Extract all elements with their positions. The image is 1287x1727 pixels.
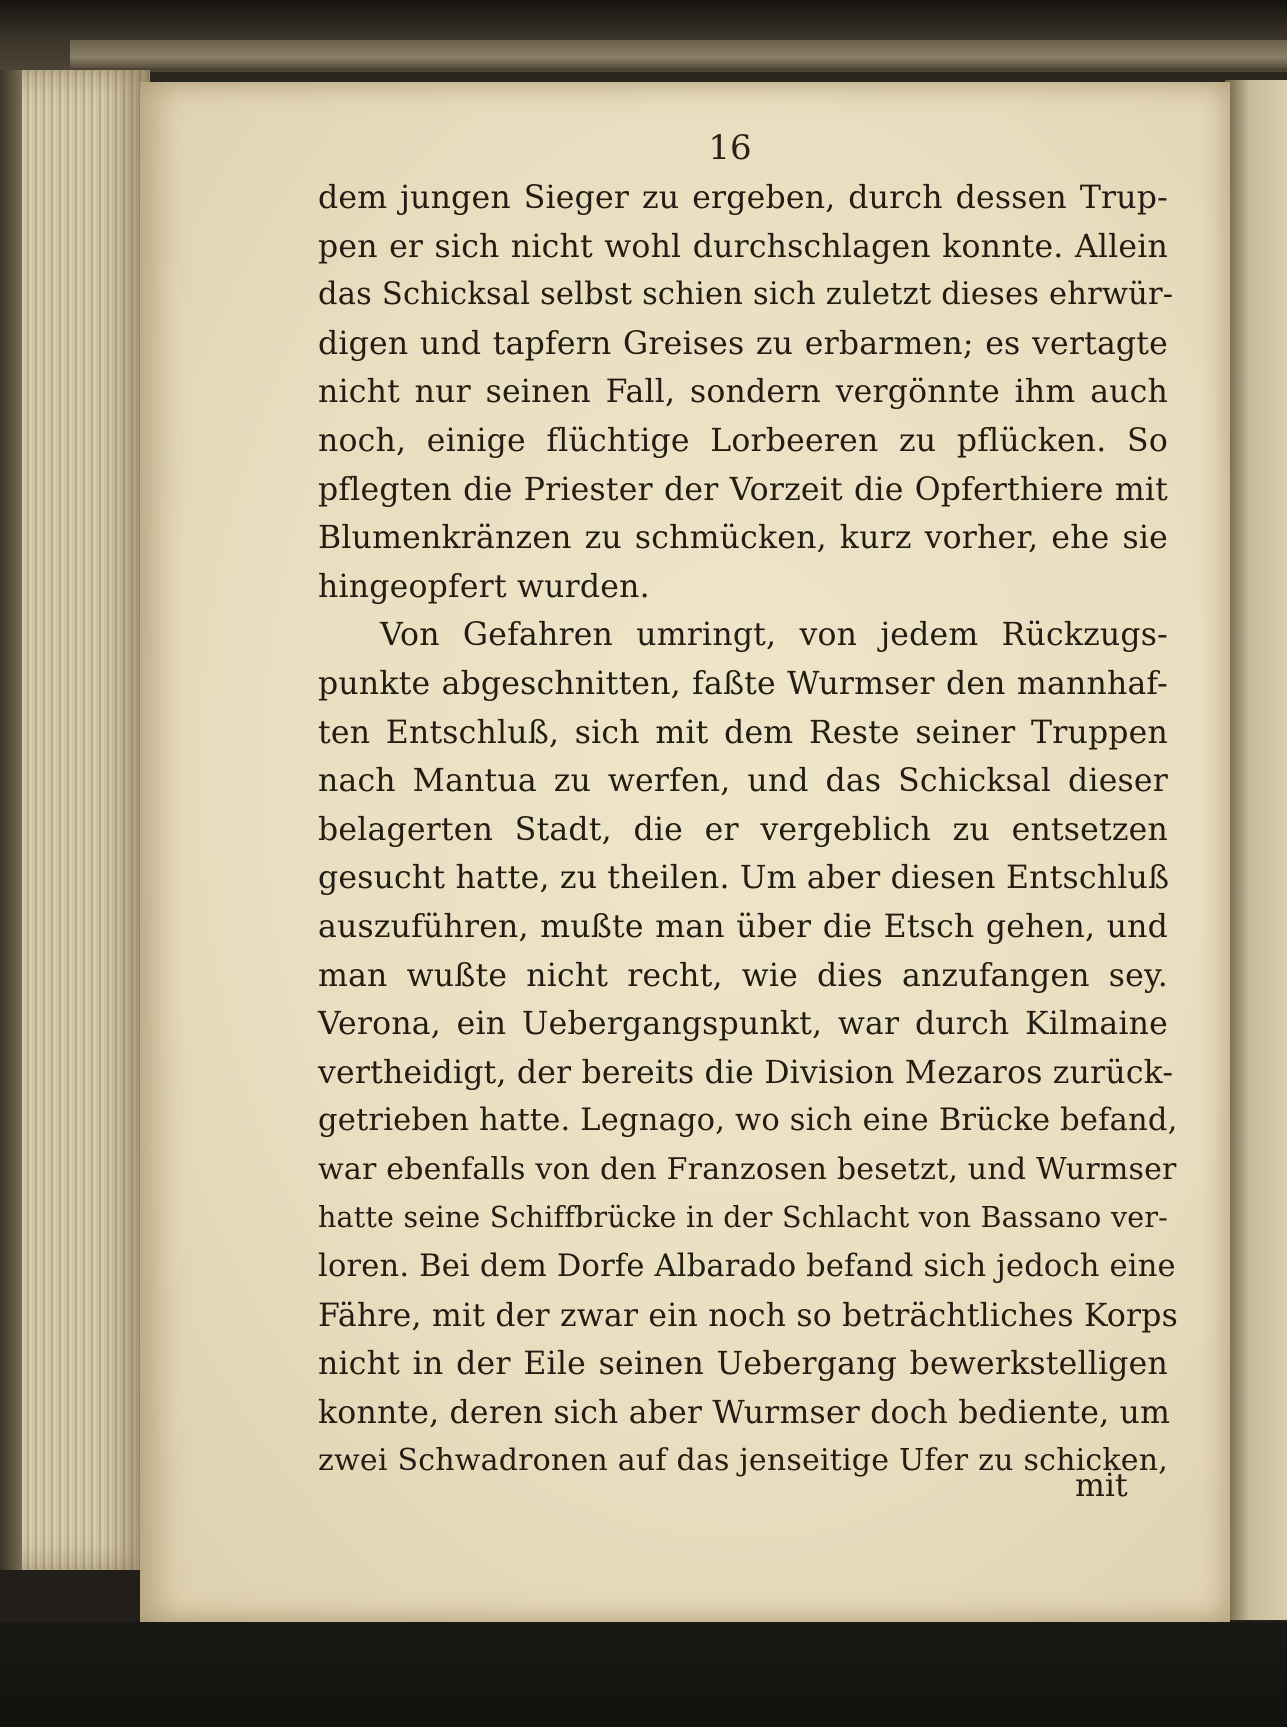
text-line: punkte abgeschnitten, faßte Wurmser den mannhaf- bbox=[318, 665, 1168, 702]
text-line: loren. Bei dem Dorfe Albarado befand sich jedoch eine bbox=[318, 1249, 1176, 1285]
text-line: zwei Schwadronen auf das jenseitige Ufer zu schicken, bbox=[318, 1443, 1168, 1479]
text-line: nicht nur seinen Fall, sondern vergönnte ihm auch bbox=[318, 374, 1168, 411]
text-line: war ebenfalls von den Franzosen besetzt, und Wurmser bbox=[318, 1151, 1177, 1187]
text-line: nach Mantua zu werfen, und das Schicksal dieser bbox=[318, 763, 1168, 800]
text-line: noch, einige flüchtige Lorbeeren zu pflücken. So bbox=[318, 422, 1168, 459]
page-edges-left bbox=[0, 70, 150, 1570]
page-text bbox=[318, 174, 1178, 1486]
text-line: gesucht hatte, zu theilen. Um aber diesen Entschluß bbox=[318, 860, 1170, 897]
text-line: dem jungen Sieger zu ergeben, durch dessen Trup- bbox=[318, 180, 1168, 216]
text-line: hatte seine Schiffbrücke in der Schlacht von Bassano ver- bbox=[318, 1201, 1168, 1235]
text-line: hingeopfert wurden. bbox=[318, 568, 650, 605]
book-bottom-edge bbox=[0, 1622, 1287, 1727]
text-line: Verona, ein Uebergangspunkt, war durch Kilmaine bbox=[318, 1006, 1168, 1043]
text-line: auszuführen, mußte man über die Etsch gehen, und bbox=[318, 908, 1168, 945]
text-line: belagerten Stadt, die er vergeblich zu entsetzen bbox=[318, 811, 1168, 848]
text-line: vertheidigt, der bereits die Division Mezaros zurück- bbox=[318, 1054, 1174, 1091]
text-line: pflegten die Priester der Vorzeit die Opferthiere mit bbox=[318, 471, 1168, 508]
text-line: Blumenkränzen zu schmücken, kurz vorher, ehe sie bbox=[318, 520, 1168, 557]
text-line: Fähre, mit der zwar ein noch so beträchtliches Korps bbox=[318, 1297, 1178, 1334]
text-line: digen und tapfern Greises zu erbarmen; es vertagte bbox=[318, 325, 1168, 362]
text-line: nicht in der Eile seinen Uebergang bewerkstelligen bbox=[318, 1346, 1168, 1383]
text-line: konnte, deren sich aber Wurmser doch bediente, um bbox=[318, 1394, 1171, 1431]
text-line: Von Gefahren umringt, von jedem Rückzugs- bbox=[380, 617, 1168, 654]
text-line: das Schicksal selbst schien sich zuletzt dieses ehrwür- bbox=[318, 277, 1174, 313]
page-number: 16 bbox=[708, 128, 752, 168]
catchword: mit bbox=[1075, 1468, 1128, 1504]
book-cover-edge bbox=[70, 40, 1287, 68]
text-line: ten Entschluß, sich mit dem Reste seiner Truppen bbox=[318, 714, 1168, 751]
text-line: pen er sich nicht wohl durchschlagen konnte. Allein bbox=[318, 228, 1168, 265]
facing-page-edge bbox=[1225, 80, 1287, 1620]
text-line: man wußte nicht recht, wie dies anzufangen sey. bbox=[318, 957, 1168, 994]
text-line: getrieben hatte. Legnago, wo sich eine Brücke befand, bbox=[318, 1103, 1178, 1139]
